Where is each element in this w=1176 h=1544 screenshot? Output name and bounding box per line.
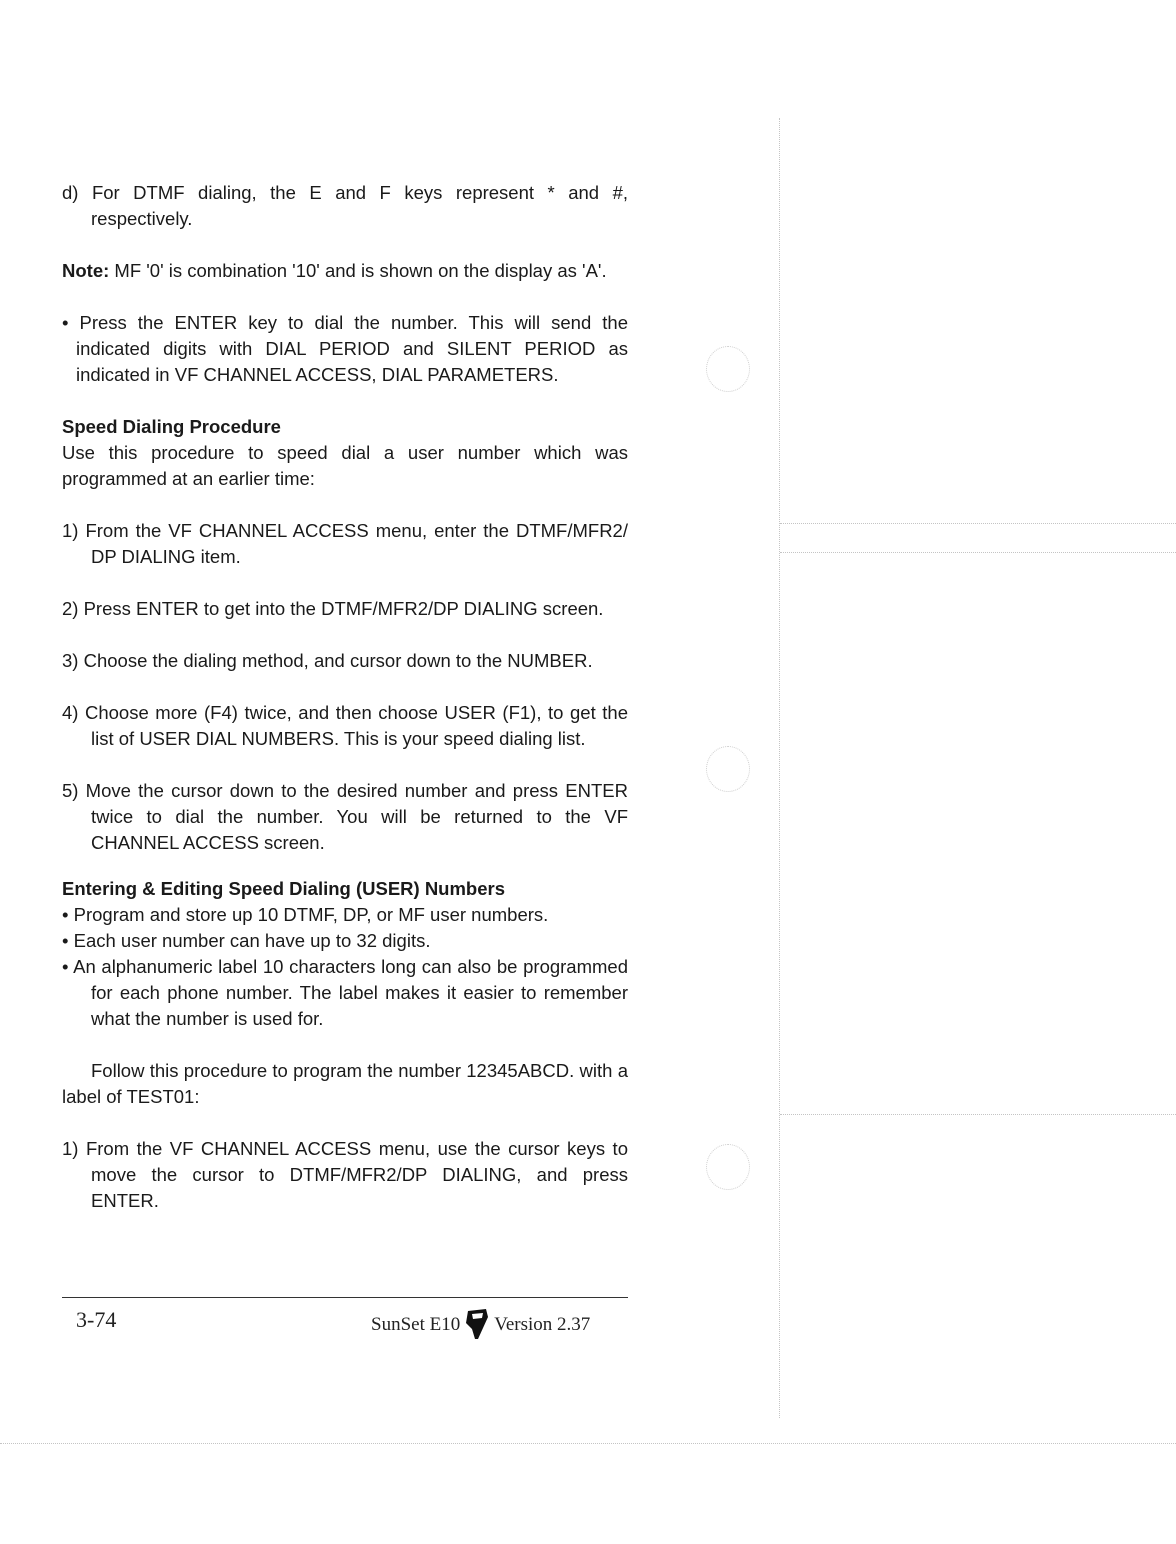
scan-line: [780, 552, 1176, 553]
program-step-1: 1) From the VF CHANNEL ACCESS menu, use the cursor keys to move the cursor to DTMF/MFR2/DP DIALING, and press ENTER.: [62, 1138, 628, 1211]
follow-text: Follow this procedure to program the number 12345ABCD. with a label of TEST01:: [62, 1060, 628, 1107]
item-d: d) For DTMF dialing, the E and F keys represent * and #, respectively.: [62, 182, 628, 229]
editing-heading: Entering & Editing Speed Dialing (USER) Numbers: [62, 878, 506, 899]
page-number: 3-74: [76, 1307, 117, 1332]
version-text: Version 2.37: [494, 1314, 591, 1335]
note: [62, 258, 628, 284]
scan-line: [780, 523, 1176, 524]
footer-rule: [62, 1297, 628, 1298]
speed-step-5: 5) Move the cursor down to the desired number and press ENTER twice to dial the number. You will be returned to the VF CHANNEL ACCESS screen.: [62, 780, 628, 853]
note-label: Note:: [62, 260, 110, 281]
punch-hole: [706, 346, 750, 392]
sunset-logo-icon: [464, 1307, 490, 1343]
punch-hole: [706, 1144, 750, 1190]
speed-step-1: 1) From the VF CHANNEL ACCESS menu, enter the DTMF/MFR2/ DP DIALING item.: [62, 520, 628, 567]
speed-step-4: 4) Choose more (F4) twice, and then choose USER (F1), to get the list of USER DIAL NUMBERS. This is your speed dialing list.: [62, 702, 628, 749]
scan-line: [0, 1443, 1176, 1444]
speed-step-2: 2) Press ENTER to get into the DTMF/MFR2/DP DIALING screen.: [62, 598, 604, 619]
footer-product: [371, 1307, 590, 1343]
scan-fold-line: [779, 118, 780, 1418]
product-name: SunSet E10: [371, 1314, 461, 1335]
punch-hole: [706, 746, 750, 792]
speed-step-3: 3) Choose the dialing method, and cursor down to the NUMBER.: [62, 650, 593, 671]
page-body: [62, 180, 628, 1214]
note-text: MF '0' is combination '10' and is shown on the display as 'A'.: [109, 260, 607, 281]
bullet-enter: • Press the ENTER key to dial the number. This will send the indicated digits with DIAL PERIOD and SILENT PERIOD as indicated in VF CHANNEL ACCESS, DIAL PARAMETERS.: [62, 312, 628, 385]
editing-bullet-3: • An alphanumeric label 10 characters long can also be programmed for each phone number. The label makes it easier to remember what the number is used for.: [62, 956, 628, 1029]
scan-line: [780, 1114, 1176, 1115]
editing-bullet-2: • Each user number can have up to 32 digits.: [62, 930, 431, 951]
speed-dialing-intro: Use this procedure to speed dial a user number which was programmed at an earlier time:: [62, 442, 628, 489]
editing-bullet-1: • Program and store up 10 DTMF, DP, or MF user numbers.: [62, 904, 549, 925]
speed-dialing-heading: Speed Dialing Procedure: [62, 416, 281, 437]
